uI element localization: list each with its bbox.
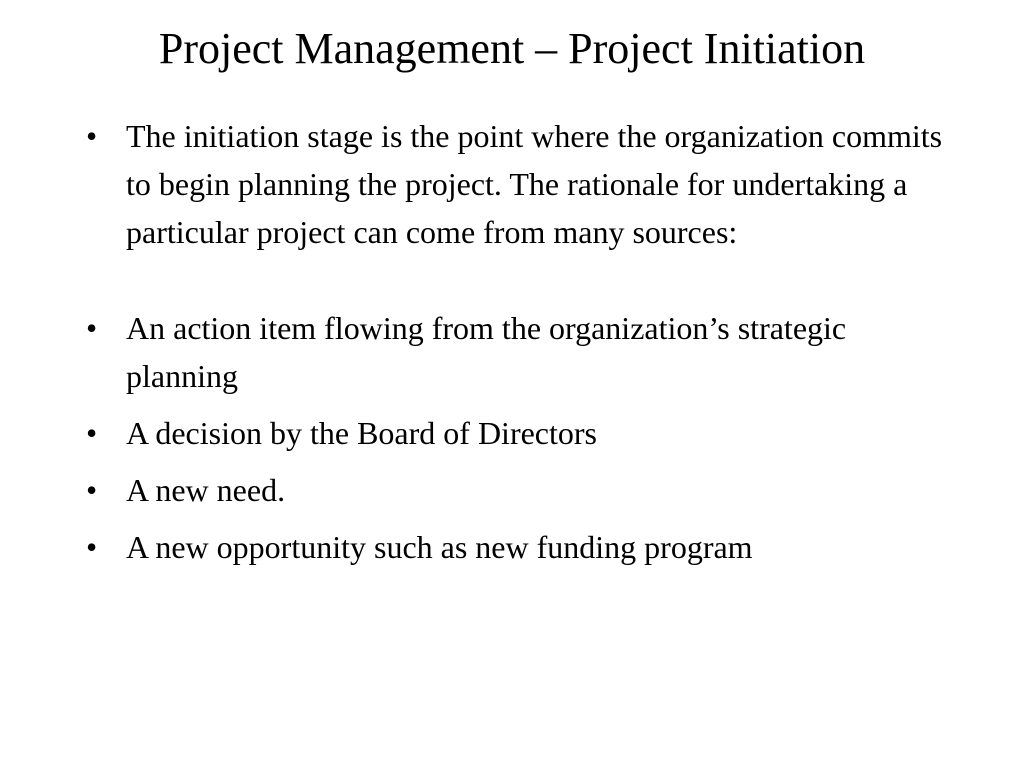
bullet-icon: • <box>86 529 98 565</box>
slide-title: Project Management – Project Initiation <box>158 24 866 73</box>
bullet-item <box>86 112 946 256</box>
bullet-item <box>86 304 946 400</box>
bullet-icon: • <box>86 472 98 508</box>
bullet-text: The initiation stage is the point where the organization commits to begin planning the project. The rationale for undertaking a particular project can come from many sources: <box>126 118 943 250</box>
bullet-text: A new need. <box>126 472 286 508</box>
bullet-icon: • <box>86 118 98 154</box>
bullet-item <box>86 409 946 457</box>
bullet-list <box>86 112 946 580</box>
bullet-item <box>86 466 946 514</box>
bullet-text: A decision by the Board of Directors <box>126 415 597 451</box>
bullet-text: A new opportunity such as new funding program <box>126 529 753 565</box>
bullet-icon: • <box>86 310 98 346</box>
bullet-icon: • <box>86 415 98 451</box>
bullet-text: An action item flowing from the organization’s strategic planning <box>126 310 847 394</box>
bullet-item <box>86 523 946 571</box>
